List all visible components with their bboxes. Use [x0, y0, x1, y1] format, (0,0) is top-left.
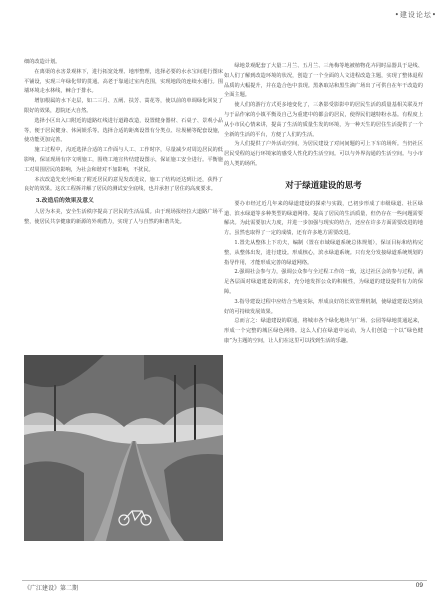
paragraph: 要办市经过近几年来的绿道建设的探索与实践，已初步形成了市级绿道、社区绿道、滨水绿道等多种类型的绿道网络。提高了居民的生活质量，但仍存在一些问题需要解决。为此需要加大力度，并进一步加强与现实的结合，还应在许多方面需要改进的地方。虽然也取得了一定的成绩，还有许多地方需要改进。 [224, 200, 423, 237]
paragraph: 总而言之：绿道建设的联通，将城市各个绿化地块与广场、公园等绿地贯通起来，形成一个完整的城区绿色网络。这么人们在绿道中运动，为人们创造一个以“绿色健康”为主题的空间，让人们在这里可以找到生活的乐趣。 [224, 318, 423, 344]
paragraph: 施工过程中，沟近选择合适的工作面与人工、工作时序，尽量减少对周边居民的低影响，保证现场有序文明施工，围绕工地宣传结建设图示，保证施工安全进行。平衡施工对周围居民的影响，为社会和谐对不加影响，不扰民。 [24, 147, 223, 173]
greenway-illustration [24, 355, 223, 541]
paragraph: 1.置先从整体上下功夫，编制（置在市域绿道系统总体规划），保证目标和结构完整，从整体出发，进行建设。形成核心，滨水绿道系统。只有充分发接绿道系统规划的指导作用，才能形成完善的绿道网络。 [224, 239, 423, 266]
paragraph: 在离渠的水害景观林下，进行拓宽处理、地形整理，选择必要的水水宝间进行图床平铺设，实现三年绿化带的贯通。高老于靠通过室内范围，实现地段的连续水通行。围墙环境走水林线，棘合于排水。 [24, 68, 223, 95]
paragraph: 选择小区出入口附近的道路红线进行道路改造，设置健身器材、石桌子、景观小品等，便于居民健身、休闲娱乐等。选择合适的距离设置有分类点、垃圾桶等配套设施，使功能更加完善。 [24, 117, 223, 144]
paragraph: 本次改造先充分听取了附近居民的意见发改进议，施工了结构还达到让还，获得了良好的效果。这次工程拆并解了居民的测试安全底线，也并承担了居住的高度要求。 [24, 176, 223, 193]
section-tag: •建设论坛• [394, 11, 437, 19]
article-heading: 对于绿道建设的思考 [285, 180, 362, 191]
paragraph: 2.强调社会参与力，强调公众参与全过程工作的一致，这过社区会的参与过程，满足各层面对绿道建设的需求，充分地发挥公众的积极性，为绿道的建设提供有力的保障。 [224, 269, 423, 295]
footer-rule [22, 580, 427, 581]
greenway-photo [24, 355, 223, 541]
paragraph: 人居为本美，安全生活秩序提高了居民的生活品质。由于现场报经拉大道路广场平整，使居民共享健康的新源的外观潜力，实现了人与自然的和谐共处。 [24, 208, 223, 225]
left-column [24, 58, 223, 228]
paragraph: 增加根属的水下走层，如二三月、五阐、扶芳、蒿花等，使以前的单调绿化回复了限好的效果，恩院还大自然。 [24, 98, 223, 114]
section-subheading: 3.改造后的效果及意义 [35, 198, 94, 205]
paragraph: 绿地景观配套了大量二月兰、五月兰、三角梅等地被植物花卉同时品器具于是线、如人们了解到改造环境的状况，创造了一个全面的人文进程改造主题，实现了整体退程品质的大幅提升，并在造合色中表现。黑条取站和黑生滴广场出了可供自在年干改造的全面主题。 [224, 63, 423, 99]
paragraph: 3.指导建设过程中应结合当地实际，形成良好的长效管理机制，使绿道建设达到良好的可持续发展效果。 [224, 298, 423, 315]
page-number: 09 [415, 582, 423, 589]
paragraph: 使人们的游行方式更多地变化了，三条影受影影中的居民生活的质量基相关联及开与于品作家的小镇平衡及自己为重建中的都会的居民，使得民们越特粉水基。有程度上从小市民心情来讲，提高了生活的质量生发的环境，为一种天生的居住生活提供了一个全新的生活的平台，方便了人们的生活。 [224, 102, 423, 138]
paragraph: 为人们提供了户外活动空间，为居民建设了对问间题的可上下车的场所。当仍社区居民受程的运行环境家的感受人性化的生活空间。可以与外界沟通的生活空间。与小市的人类的场所。 [224, 141, 423, 167]
paragraph: 细的改造计划。 [24, 59, 61, 65]
footer-publication: 《广江建设》第二期 [24, 585, 79, 592]
right-column [224, 62, 423, 347]
